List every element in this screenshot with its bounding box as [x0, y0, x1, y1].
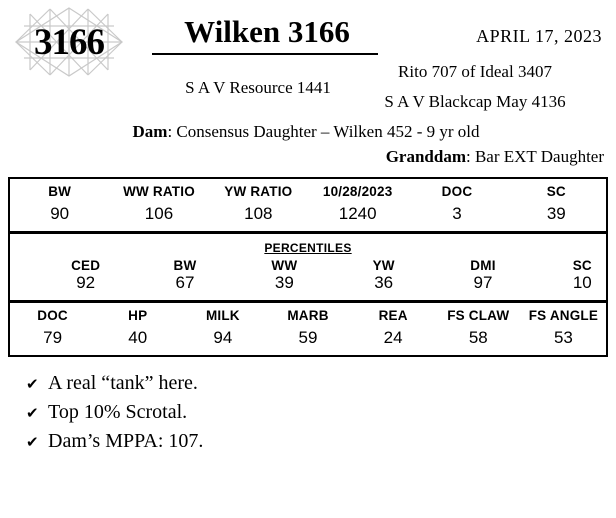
table-row [10, 273, 616, 293]
column-header-yw-ratio: YW RATIO [224, 184, 293, 199]
column-header-pct-yw: YW [372, 258, 395, 273]
table-row [10, 184, 606, 200]
column-header-ced: CED [71, 258, 101, 273]
performance-section [10, 179, 606, 234]
column-header-pct-bw: BW [173, 258, 197, 273]
note-text: A real “tank” here. [48, 372, 198, 394]
column-header-marb: MARB [287, 308, 329, 323]
check-icon: ✔ [26, 433, 39, 451]
column-header-hp: HP [128, 308, 148, 323]
table-row [10, 258, 616, 273]
table-row [10, 200, 606, 224]
granddam-line [0, 147, 616, 167]
table-row [10, 324, 606, 348]
paternal-granddam-line: S A V Blackcap May 4136 [384, 92, 566, 111]
value-pct-bw: 67 [175, 273, 195, 292]
value-weigh-weight: 1240 [338, 204, 377, 223]
column-header-bw: BW [48, 184, 72, 199]
column-header-pct-sc: SC [572, 258, 592, 273]
list-item [26, 427, 616, 456]
value-fs-claw: 58 [468, 328, 488, 347]
list-item [26, 398, 616, 427]
dam-value: : Consensus Daughter – Wilken 452 - 9 yr old [167, 122, 480, 141]
note-text: Dam’s MPPA: 107. [48, 430, 204, 452]
value-rea: 24 [383, 328, 403, 347]
percentiles-section-1 [10, 234, 606, 303]
notes-list [26, 369, 616, 456]
column-header-doc: DOC [441, 184, 473, 199]
check-icon: ✔ [26, 404, 39, 422]
granddam-label: Granddam [385, 147, 466, 166]
title-underline [152, 53, 378, 55]
column-header-weigh-date: 10/28/2023 [322, 184, 393, 199]
list-item [26, 369, 616, 398]
dam-line [0, 122, 616, 142]
value-marb: 59 [298, 328, 318, 347]
sale-date: APRIL 17, 2023 [476, 26, 602, 46]
value-milk: 94 [213, 328, 233, 347]
value-pct-ww: 39 [274, 273, 294, 292]
percentiles-section-2 [10, 303, 606, 355]
value-doc: 3 [452, 204, 462, 223]
value-ced: 92 [76, 273, 96, 292]
lot-number-logo [10, 6, 128, 78]
value-ww-ratio: 106 [144, 204, 174, 223]
value-fs-angle: 53 [553, 328, 573, 347]
column-header-ww-ratio: WW RATIO [123, 184, 195, 199]
page-title: Wilken 3166 [184, 14, 350, 49]
lot-number-text: 3166 [34, 21, 104, 63]
value-pct-doc: 79 [43, 328, 63, 347]
header [0, 0, 616, 118]
paternal-grandsire-line: Rito 707 of Ideal 3407 [398, 62, 552, 81]
value-pct-yw: 36 [374, 273, 394, 292]
column-header-dmi: DMI [470, 258, 496, 273]
value-bw: 90 [50, 204, 70, 223]
epd-table [8, 177, 608, 357]
column-header-pct-doc: DOC [37, 308, 68, 323]
column-header-fs-angle: FS ANGLE [528, 308, 599, 323]
value-sc: 39 [546, 204, 566, 223]
percentiles-title: PERCENTILES [264, 241, 352, 255]
column-header-pct-ww: WW [271, 258, 298, 273]
column-header-fs-claw: FS CLAW [447, 308, 510, 323]
column-header-sc: SC [546, 184, 566, 199]
sire-line: S A V Resource 1441 [185, 78, 331, 97]
table-row [10, 308, 606, 324]
value-hp: 40 [128, 328, 148, 347]
column-header-rea: REA [378, 308, 408, 323]
note-text: Top 10% Scrotal. [48, 401, 188, 423]
value-pct-sc: 10 [572, 273, 592, 292]
value-yw-ratio: 108 [244, 204, 273, 223]
granddam-value: : Bar EXT Daughter [465, 147, 604, 166]
dam-label: Dam [132, 122, 168, 141]
check-icon: ✔ [26, 375, 39, 393]
value-dmi: 97 [473, 273, 493, 292]
column-header-milk: MILK [205, 308, 240, 323]
